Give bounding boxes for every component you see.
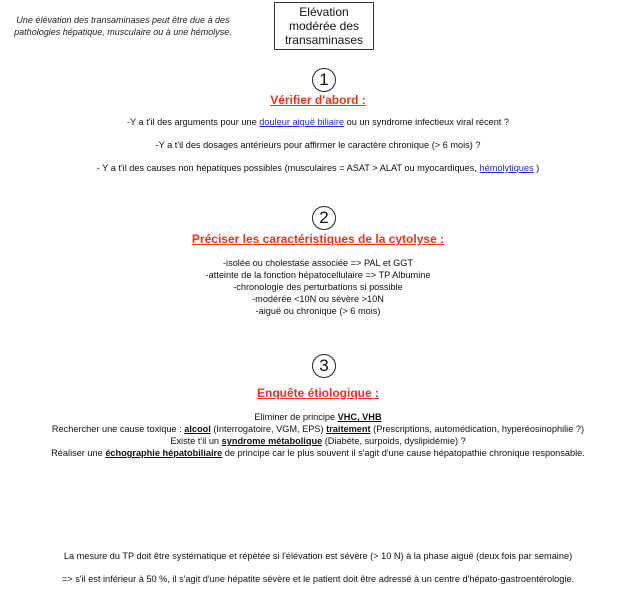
- title-box: [274, 2, 374, 50]
- step-3-heading: Enquête étiologique :: [257, 386, 379, 400]
- step-3-line-4: Réaliser une échographie hépatobiliaire de principe car le plus souvent il s'agit d'une cause hépatopathie chronique responsable.: [51, 448, 585, 458]
- step-2-item-2: -atteinte de la fonction hépatocellulaire => TP Albumine: [205, 270, 431, 280]
- step-1-number: 1: [312, 68, 336, 92]
- title-line-1: Elévation: [299, 5, 349, 19]
- step-2-item-5: -aiguë ou chronique (> 6 mois): [255, 306, 381, 316]
- step-2-heading: Préciser les caractéristiques de la cytolyse :: [191, 232, 445, 246]
- step-2-number: 2: [312, 206, 336, 230]
- step-3-line-3: Existe t'il un syndrome métabolique (Diabète, surpoids, dyslipidémie) ?: [170, 436, 466, 446]
- step-1-heading: Vérifier d'abord :: [270, 93, 366, 107]
- step-1-question-1: -Y a t'il des arguments pour une douleur aiguë biliaire ou un syndrome infectieux viral récent ?: [126, 117, 510, 127]
- biliary-pain-link[interactable]: douleur aiguë biliaire: [259, 117, 345, 127]
- step-2-item-3: -chronologie des perturbations si possible: [233, 282, 403, 292]
- title-line-3: transaminases: [284, 33, 364, 47]
- step-1-question-3: - Y a t'il des causes non hépatiques possibles (musculaires = ASAT > ALAT ou myocardiques, hémolytiques ): [96, 163, 540, 173]
- hemolysis-link[interactable]: hémolytiques: [479, 163, 534, 173]
- step-3-line-1: Eliminer de principe VHC, VHB: [254, 412, 382, 422]
- intro-note: [8, 14, 238, 38]
- step-2-item-4: -modérée <10N ou sévère >10N: [252, 294, 384, 304]
- footer-note-2: => s'il est inférieur à 50 %, il s'agit d'une hépatite sévère et le patient doit être adressé à un centre d'hépato-gastroentérologie.: [61, 574, 575, 584]
- step-2-item-1: -isolée ou cholestase associée => PAL et GGT: [223, 258, 413, 268]
- step-1-question-2: -Y a t'il des dosages antérieurs pour affirmer le caractère chronique (> 6 mois) ?: [155, 140, 481, 150]
- step-3-number: 3: [312, 354, 336, 378]
- footer-note-1: La mesure du TP doit être systématique et répétée si l'élévation est sévère (> 10 N) à la phase aiguë (deux fois par semaine): [63, 551, 573, 561]
- step-3-line-2: Rechercher une cause toxique : alcool (Interrogatoire, VGM, EPS) traitement (Prescriptions, automédication, hyperéosinophilie ?): [51, 424, 585, 434]
- title-line-2: modérée des: [288, 19, 360, 33]
- intro-line-1: Une élévation des transaminases peut être due à des: [16, 15, 230, 25]
- intro-line-2: pathologies hépatique, musculaire ou à une hémolyse.: [14, 27, 232, 37]
